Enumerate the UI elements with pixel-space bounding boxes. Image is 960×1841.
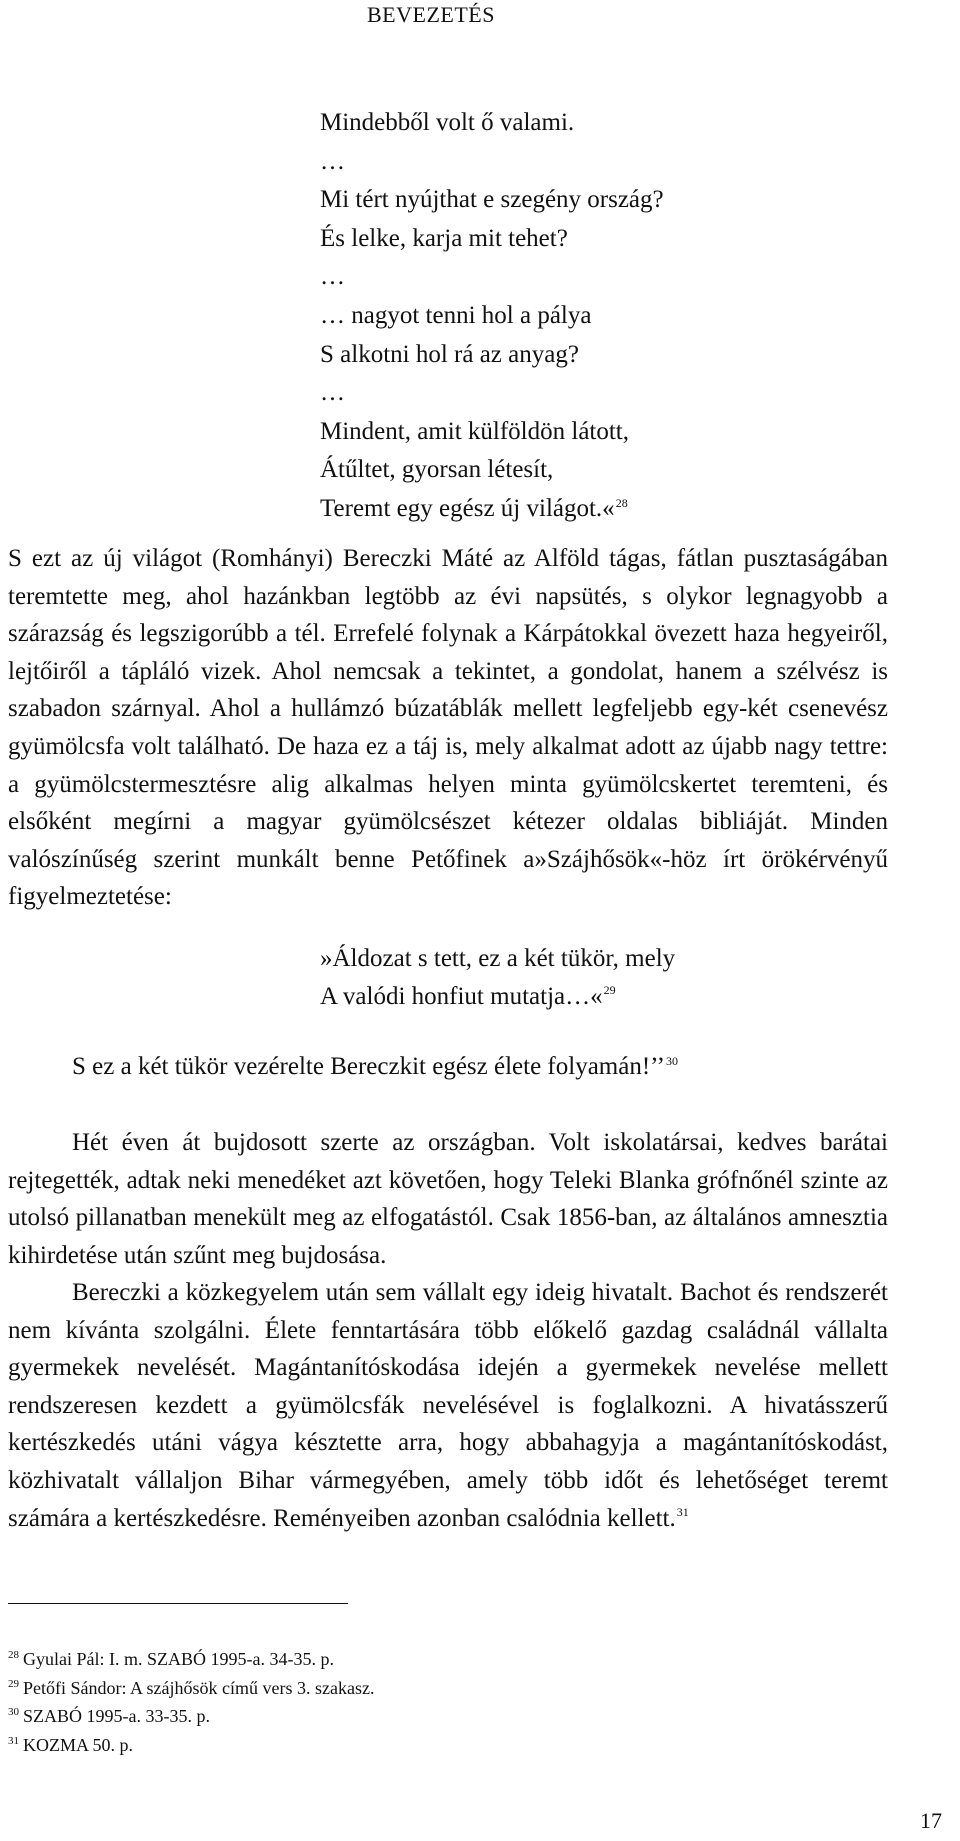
body-sentence <box>72 1048 678 1086</box>
footnote-ref: 29 <box>603 983 616 998</box>
footnote-ref: 31 <box>676 1505 689 1520</box>
poem-line: … <box>320 379 345 407</box>
footnote-ref: 30 <box>665 1053 678 1068</box>
footnote <box>8 1674 374 1703</box>
poem-line: Átűltet, gyorsan létesít, <box>320 456 554 484</box>
poem-line: Mindent, amit külföldön látott, <box>320 417 629 445</box>
poem-line: … <box>320 147 345 175</box>
body-paragraph <box>8 1274 888 1537</box>
sentence-text: S ez a két tükör vezérelte Bereczkit egész élete folyamán!’’ <box>72 1053 665 1080</box>
footnote-number: 29 <box>8 1677 19 1690</box>
poem-line: … nagyot tenni hol a pálya <box>320 301 592 329</box>
block-quote <box>320 940 675 1015</box>
poem-line <box>320 490 664 529</box>
footnotes <box>8 1645 374 1759</box>
footnote <box>8 1645 374 1674</box>
body-paragraph: Hét éven át bujdosott szerte az országban. Volt iskolatársai, kedves barátai rejtegették, adtak neki menedéket azt követően, hogy Teleki Blanka grófnőnél szinte az utolsó pillanatban menekült meg az elfogatástól. Csak 1856-ban, az általános amnesztia kihirdetése után szűnt meg bujdosása. <box>8 1129 888 1269</box>
footnote-number: 28 <box>8 1649 19 1661</box>
footnote-number: 31 <box>8 1734 19 1747</box>
footnote-separator <box>8 1603 348 1604</box>
footnote-ref: 28 <box>615 495 628 510</box>
footnote-text: Gyulai Pál: I. m. SZABÓ 1995-a. 34-35. p. <box>23 1649 334 1669</box>
quote-line <box>320 978 675 1016</box>
poem-line: … <box>320 263 345 291</box>
poem-line: Mi tért nyújthat e szegény ország? <box>320 186 664 214</box>
paragraph-text: Bereczki a közkegyelem után sem vállalt egy ideig hivatalt. Bachot és rendszerét nem kívánta szolgálni. Élete fenntartására több előkelő gazdag családnál vállalta gyermekek nevelését. Magántanítóskodása idején a gyermekek nevelése mellett rendszeresen kezdett a gyümölcsfák nevelésével is foglalkozni. A hivatásszerű kertészkedés utáni vágya késztette arra, hogy abbahagyja a magántanítóskodást, közhivatalt vállaljon Bihar vármegyében, amely több időt és lehetőséget teremt számára a kertészkedésre. Reményeiben azonban csalódnia kellett. <box>8 1279 888 1532</box>
quote-line-text: A valódi honfiut mutatja…« <box>320 982 603 1010</box>
poem-line: És lelke, karja mit tehet? <box>320 224 568 252</box>
footnote <box>8 1702 374 1731</box>
footnote <box>8 1731 374 1760</box>
body-paragraph: S ezt az új világot (Romhányi) Bereczki Máté az Alföld tágas, fátlan pusztaságában teremtette meg, ahol hazánkban legtöbb az évi napsütés, s olykor legnagyobb a szárazság és legszigorúbb a tél. Errefelé folynak a Kárpátokkal övezett haza hegyeiről, lejtőiről a tápláló vizek. Ahol nemcsak a tekintet, a gondolat, hanem a szélvész is szabadon szárnyal. Ahol a hullámzó búzatáblák mellett legfeljebb egy-két csenevész gyümölcsfa volt található. De haza ez a táj is, mely alkalmat adott az újabb nagy tettre: a gyümölcstermesztésre alig alkalmas helyen minta gyümölcskertet teremteni, és elsőként megírni a magyar gyümölcsészet kétezer oldalas bibliáját. Minden valószínűség szerint munkált benne Petőfinek a»Szájhősök«-höz írt örökérvényű figyelmeztetése: <box>8 545 888 911</box>
footnote-text: KOZMA 50. p. <box>23 1734 134 1755</box>
page-number: 17 <box>920 1808 942 1833</box>
poem-line-text: Teremt egy egész új világot.« <box>320 494 615 522</box>
poem-line: Mindebből volt ő valami. <box>320 109 575 136</box>
poem-quote <box>320 104 664 529</box>
poem-line: S alkotni hol rá az anyag? <box>320 340 579 368</box>
footnote-text: SZABÓ 1995-a. 33-35. p. <box>23 1706 210 1727</box>
quote-line: »Áldozat s tett, ez a két tükör, mely <box>320 945 676 972</box>
footnote-number: 30 <box>8 1706 19 1719</box>
footnote-text: Petőfi Sándor: A szájhősök című vers 3. szakasz. <box>23 1677 375 1698</box>
running-header: BEVEZETÉS <box>367 2 495 27</box>
